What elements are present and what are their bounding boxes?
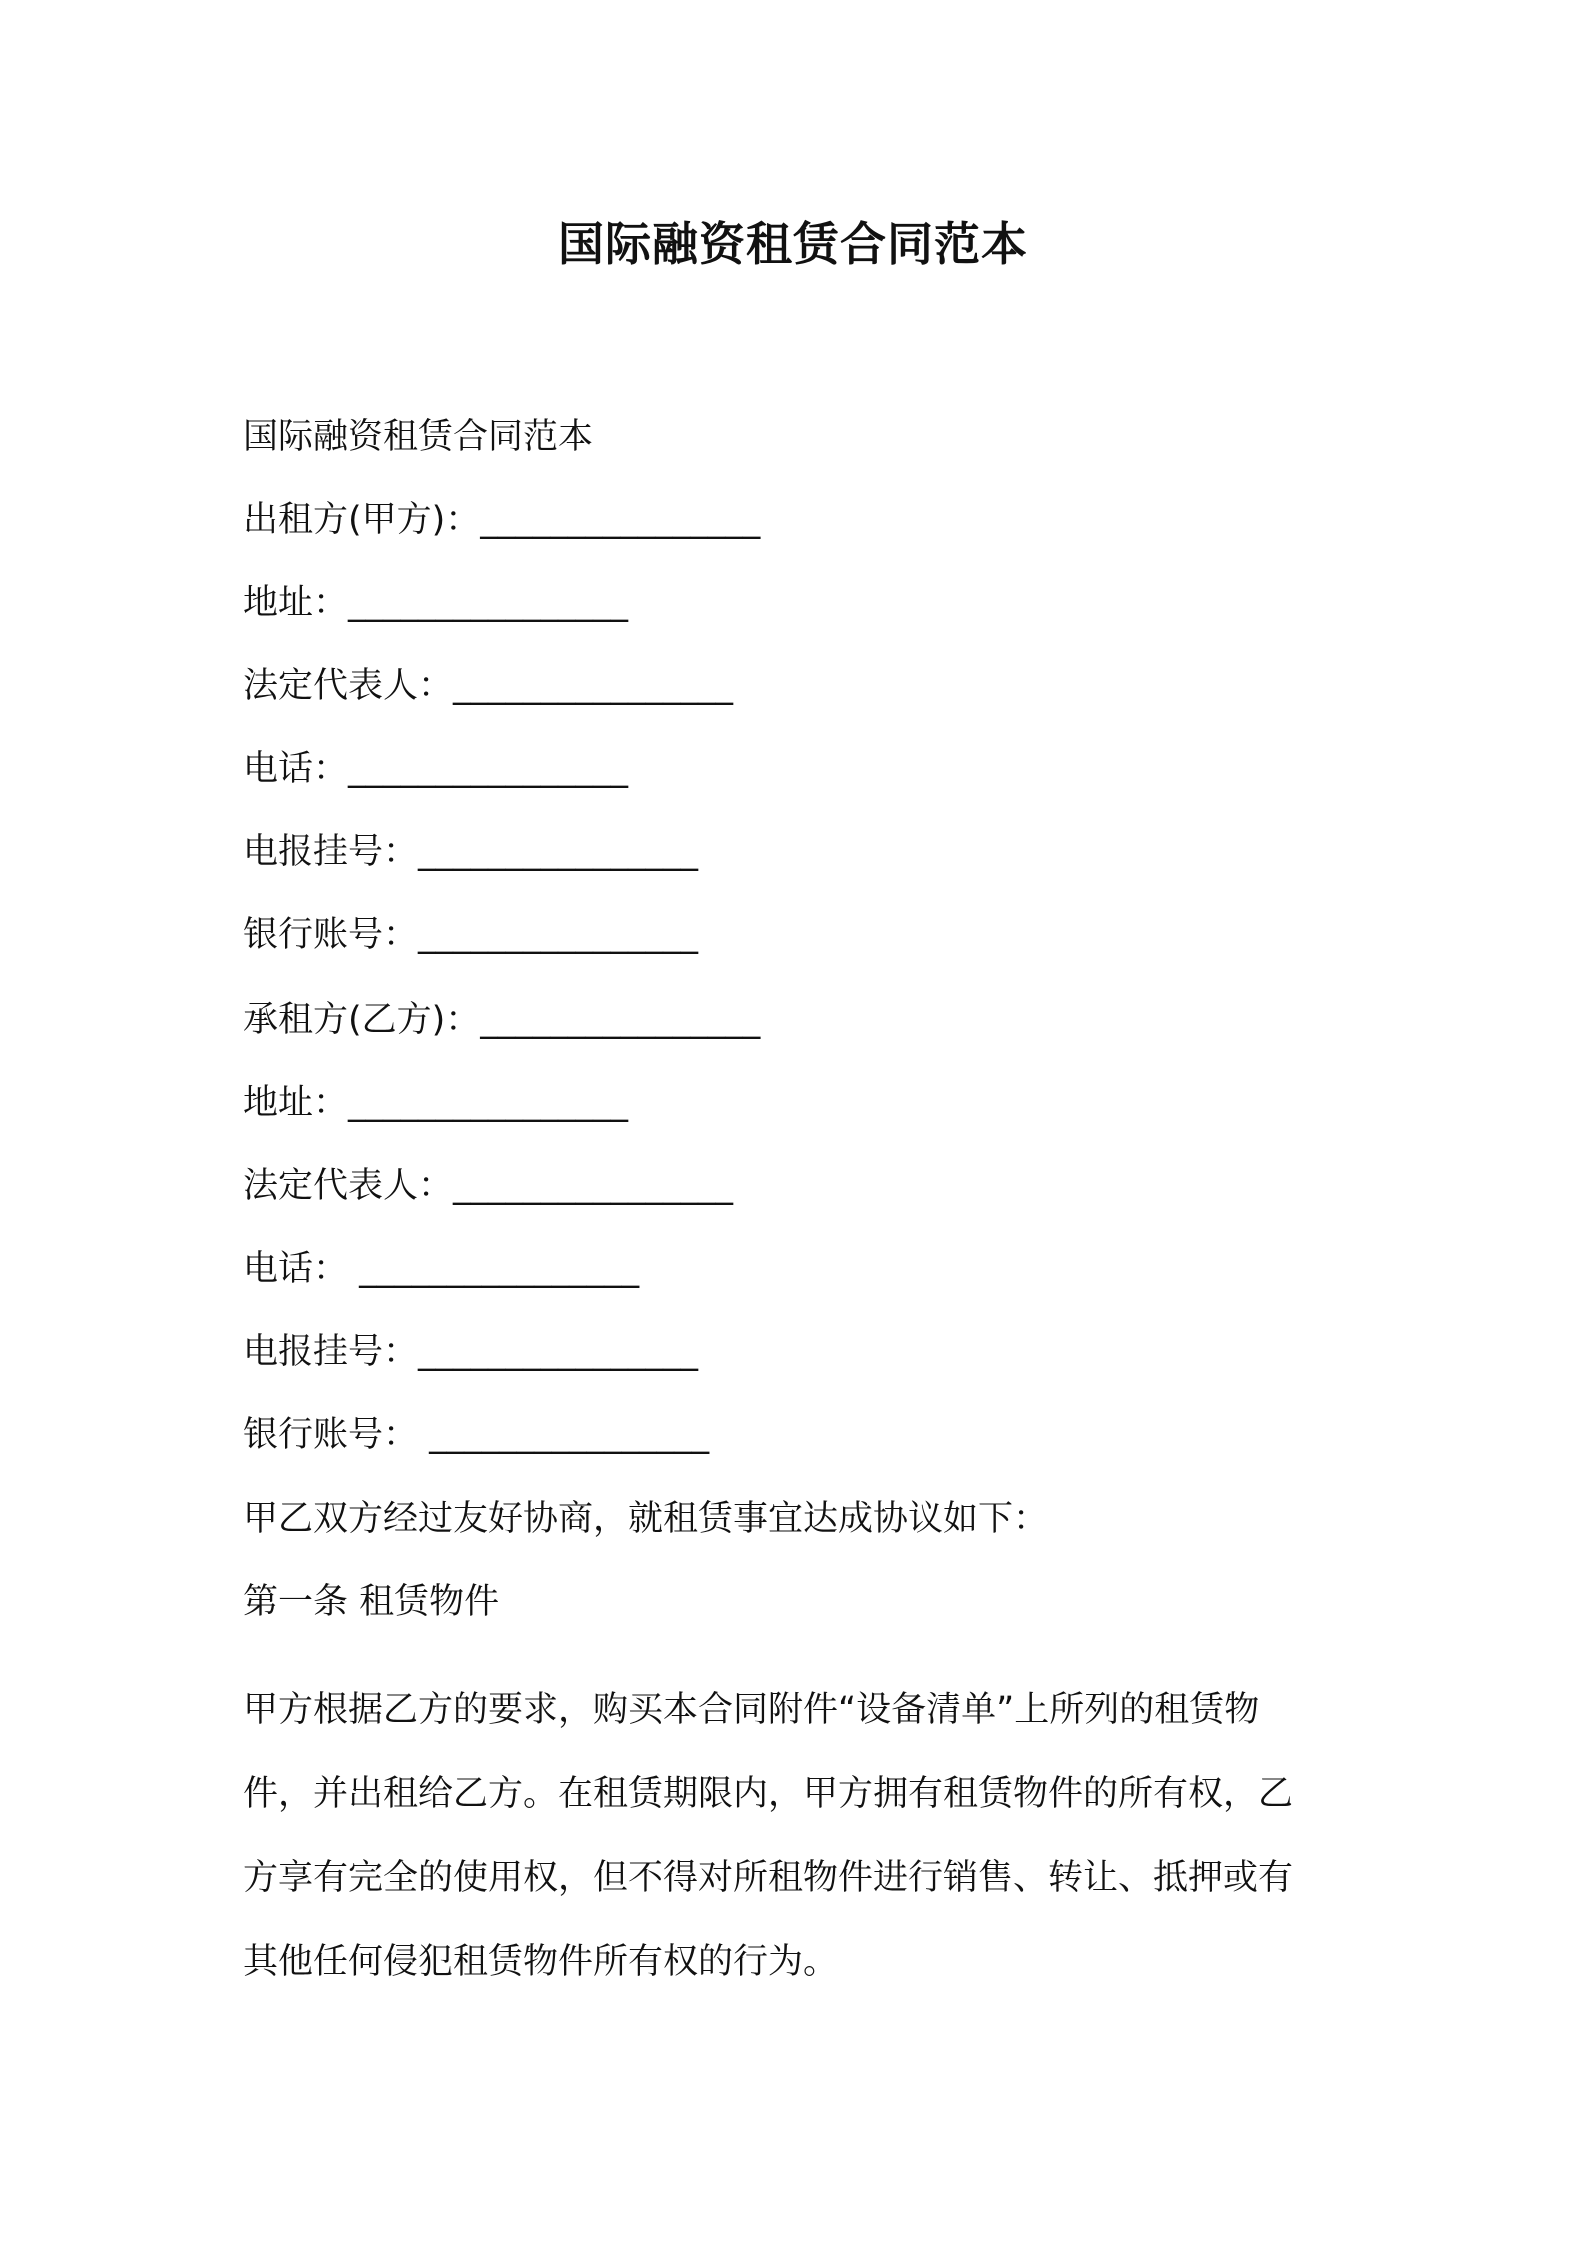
- document-title: 国际融资租赁合同范本: [558, 217, 1028, 271]
- lessor-phone-line: 电话：________________: [243, 749, 629, 789]
- lessor-representative-line: 法定代表人：________________: [243, 666, 734, 706]
- article-1-body-line: 方享有完全的使用权，但不得对所租物件进行销售、转让、抵押或有: [243, 1858, 1294, 1898]
- lessee-phone-line: 电话： ________________: [243, 1249, 640, 1289]
- agreement-intro: 甲乙双方经过友好协商，就租赁事宜达成协议如下：: [243, 1499, 1049, 1539]
- article-1-heading: 第一条 租赁物件: [243, 1582, 500, 1622]
- lessor-bank-account-line: 银行账号：________________: [243, 915, 699, 955]
- lessor-party-line: 出租方(甲方)：________________: [243, 500, 761, 540]
- lessor-telegraph-line: 电报挂号：________________: [243, 832, 699, 872]
- article-1-body-line: 件，并出租给乙方。在租赁期限内，甲方拥有租赁物件的所有权，乙: [243, 1774, 1294, 1814]
- article-1-body-line: 其他任何侵犯租赁物件所有权的行为。: [243, 1942, 839, 1982]
- article-1-body: [243, 1668, 1363, 2004]
- article-1-body-line: 甲方根据乙方的要求，购买本合同附件“设备清单”上所列的租赁物: [243, 1690, 1260, 1730]
- lessee-telegraph-line: 电报挂号：________________: [243, 1332, 699, 1372]
- lessee-party-line: 承租方(乙方)：________________: [243, 1000, 761, 1040]
- lessee-bank-account-line: 银行账号： ________________: [243, 1415, 710, 1455]
- lessee-representative-line: 法定代表人：________________: [243, 1166, 734, 1206]
- lessor-address-line: 地址：________________: [243, 583, 629, 623]
- lessee-address-line: 地址：________________: [243, 1083, 629, 1123]
- document-subtitle: 国际融资租赁合同范本: [243, 417, 594, 457]
